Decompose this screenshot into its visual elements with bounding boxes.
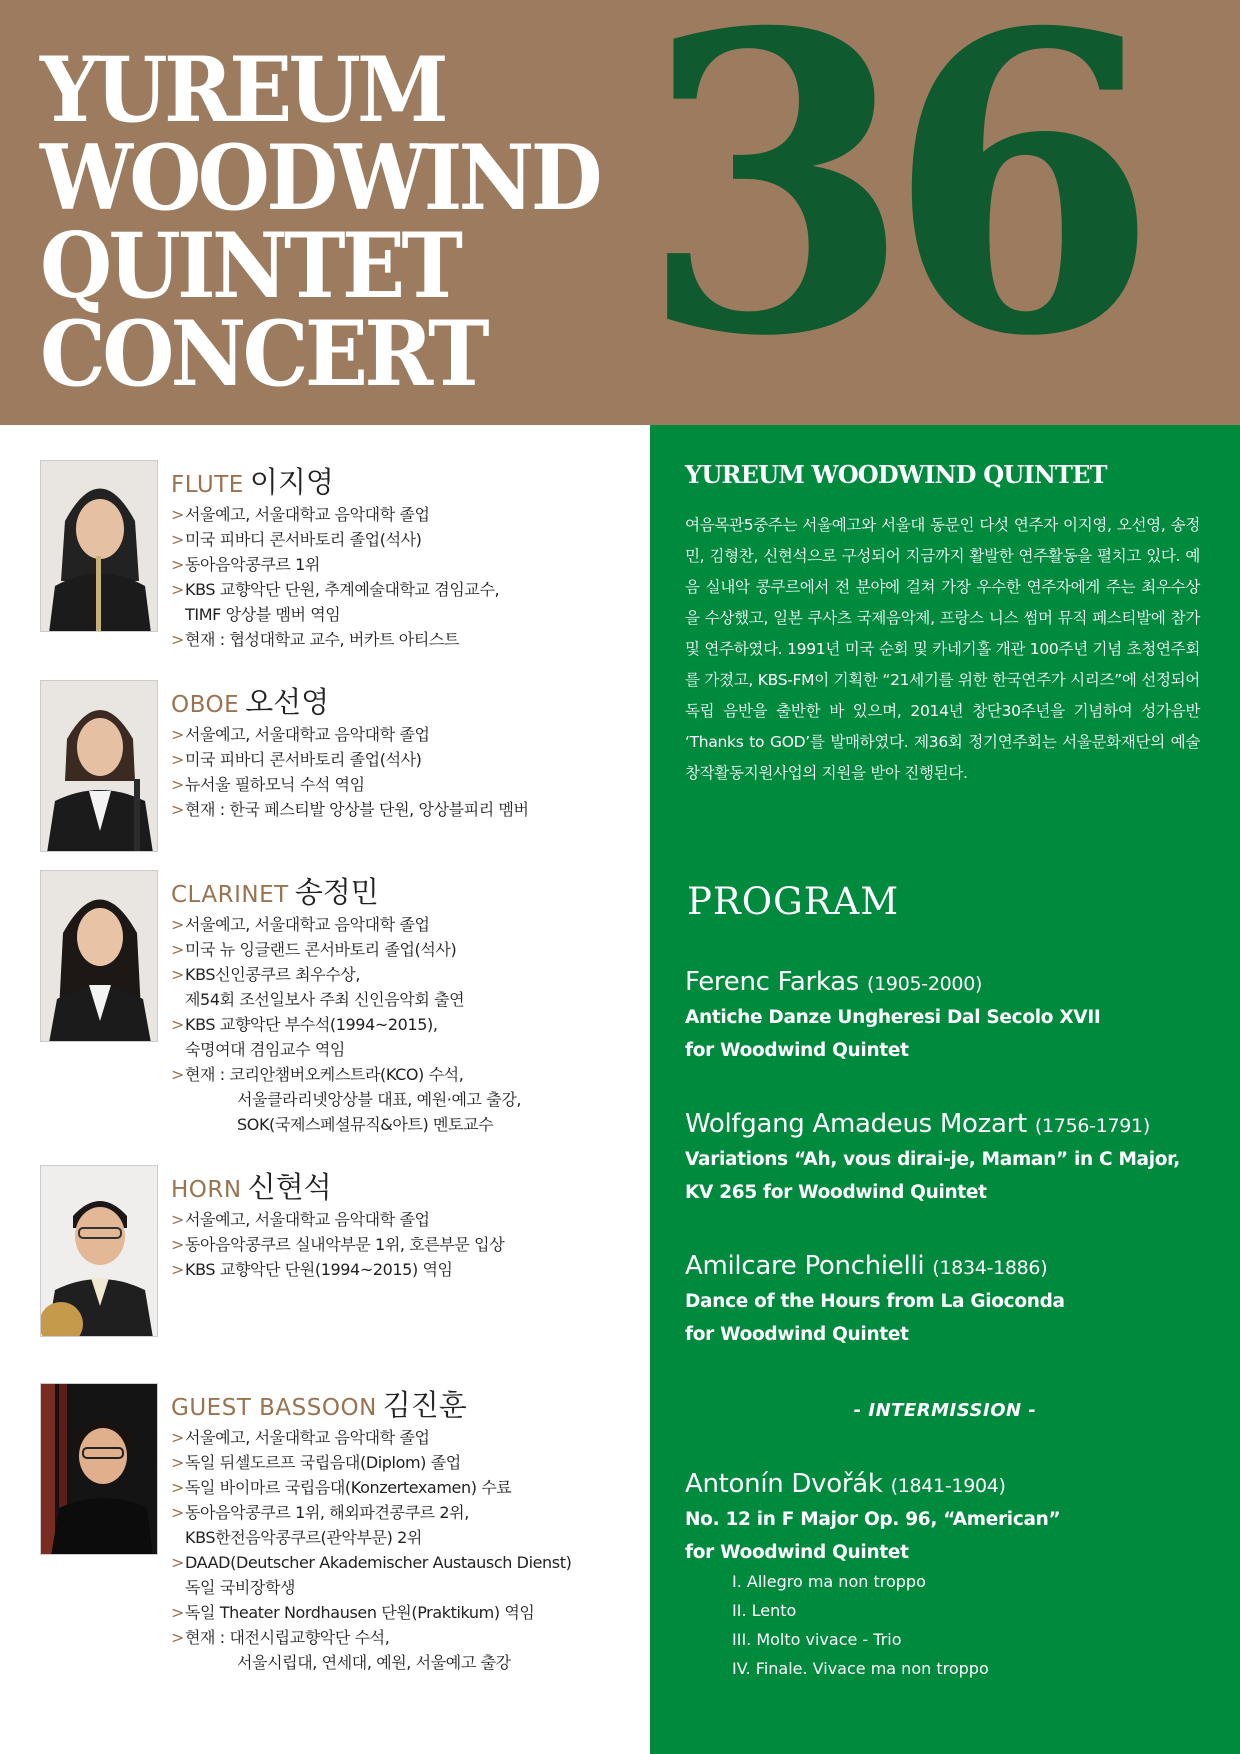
work-title-line: for Woodwind Quintet — [685, 1542, 909, 1563]
member-role: CLARINET — [171, 882, 289, 908]
work-title-line: for Woodwind Quintet — [685, 1324, 909, 1345]
member-name: 김진훈 — [382, 1388, 467, 1422]
quintet-description: 여음목관5중주는 서울예고와 서울대 동문인 다섯 연주자 이지영, 오선영, 송정민, 김형찬, 신현석으로 구성되어 지금까지 활발한 연주활동을 펼치고 있다. 예음 실내악 콩쿠르에서 전 분야에 걸쳐 가장 우수한 연주자에게 주는 최우수상을 수상했고, 일본 쿠사츠 국제음악제, 프랑스 니스 썸머 뮤직 페스티발에 참가 및 연주하였다. 1991년 미국 순회 및 카네기홀 개관 100주년 기념 초청연주회를 가졌고, KBS-FM이 기획한 “21세기를 위한 한국연주가 시리즈”에 선정되어 독립 음반을 출반한 바 있으며, 2014년 창단30주년을 기념하여 성가음반 ‘Thanks to GOD’를 발매하였다. 제36회 정기연주회는 서울문화재단의 예술창작활동지원사업의 지원을 받아 진행된다. — [685, 516, 1200, 782]
composer-years: (1834-1886) — [932, 1257, 1048, 1279]
credit-item: > 서울예고, 서울대학교 음악대학 졸업 — [171, 502, 641, 527]
work-title-line: for Woodwind Quintet — [685, 1040, 909, 1061]
credit-item: > 동아음악콩쿠르 1위, 해외파견콩쿠르 2위, KBS한전음악콩쿠르(관악부문) 2위 — [171, 1500, 641, 1550]
movement-list — [732, 1567, 989, 1683]
concert-title-line-3: QUINTET — [40, 213, 460, 319]
credit-item: > 독일 Theater Nordhausen 단원(Praktikum) 역임 — [171, 1600, 641, 1625]
member-role: HORN — [171, 1177, 242, 1203]
credit-item: > KBS 교향악단 부수석(1994~2015), 숙명여대 겸임교수 역임 — [171, 1012, 641, 1062]
member-name: 송정민 — [294, 875, 379, 909]
credit-item: > KBS 교향악단 단원(1994~2015) 역임 — [171, 1257, 641, 1282]
work-title-line: Antiche Danze Ungheresi Dal Secolo XVII — [685, 1007, 1101, 1028]
program-piece — [685, 1249, 1215, 1351]
member-name: 이지영 — [249, 465, 334, 499]
composer-name: Wolfgang Amadeus Mozart — [685, 1109, 1027, 1139]
composer-name: Antonín Dvořák — [685, 1469, 883, 1499]
concert-number: 36 — [640, 0, 1135, 425]
program-piece — [685, 965, 1215, 1067]
credit-list — [171, 722, 641, 822]
member-photo-clarinet — [40, 870, 158, 1042]
intermission-label: - INTERMISSION - — [853, 1400, 1037, 1421]
work-title-line: Dance of the Hours from La Gioconda — [685, 1291, 1065, 1312]
work-title-line: Variations “Ah, vous dirai-je, Maman” in C Major, — [685, 1149, 1181, 1170]
concert-title-line-2: WOODWIND — [40, 125, 599, 231]
composer-name: Ferenc Farkas — [685, 967, 860, 997]
credit-item: > 독일 뒤셀도르프 국립음대(Diplom) 졸업 — [171, 1450, 641, 1475]
credit-item: > KBS신인콩쿠르 최우수상, 제54회 조선일보사 주최 신인음악회 출연 — [171, 962, 641, 1012]
credit-item: > 현재 : 대전시립교향악단 수석, 서울시립대, 연세대, 예원, 서울예고 출강 — [171, 1625, 641, 1675]
movement-item: IV. Finale. Vivace ma non troppo — [732, 1659, 989, 1678]
credit-item: > 동아음악콩쿠르 실내악부문 1위, 호른부문 입상 — [171, 1232, 641, 1257]
member-photo-oboe — [40, 680, 158, 852]
credit-item: > 서울예고, 서울대학교 음악대학 졸업 — [171, 1425, 641, 1450]
program-title: PROGRAM — [687, 880, 900, 923]
movement-item: I. Allegro ma non troppo — [732, 1572, 926, 1591]
work-title-line: No. 12 in F Major Op. 96, “American” — [685, 1509, 1061, 1530]
credit-item: > 미국 피바디 콘서바토리 졸업(석사) — [171, 527, 641, 552]
credit-list — [171, 502, 641, 652]
credit-item: > 뉴서울 필하모닉 수석 역임 — [171, 772, 641, 797]
member-role: OBOE — [171, 692, 240, 718]
member-name: 오선영 — [245, 685, 330, 719]
credit-item: > DAAD(Deutscher Akademischer Austausch Dienst) 독일 국비장학생 — [171, 1550, 641, 1600]
credit-item: > 미국 뉴 잉글랜드 콘서바토리 졸업(석사) — [171, 937, 641, 962]
member-photo-bassoon — [40, 1383, 158, 1555]
credit-item: > 동아음악콩쿠르 1위 — [171, 552, 641, 577]
work-title-line: KV 265 for Woodwind Quintet — [685, 1182, 987, 1203]
members-column — [0, 425, 650, 1754]
composer-name: Amilcare Ponchielli — [685, 1251, 925, 1281]
credit-item: > 독일 바이마르 국립음대(Konzertexamen) 수료 — [171, 1475, 641, 1500]
concert-title-line-4: CONCERT — [40, 301, 486, 407]
credit-item: > 서울예고, 서울대학교 음악대학 졸업 — [171, 912, 641, 937]
credit-item: > 서울예고, 서울대학교 음악대학 졸업 — [171, 722, 641, 747]
credit-item: > 서울예고, 서울대학교 음악대학 졸업 — [171, 1207, 641, 1232]
member-name: 신현석 — [247, 1170, 332, 1204]
movement-item: III. Molto vivace - Trio — [732, 1630, 902, 1649]
concert-title-line-1: YUREUM — [40, 37, 446, 143]
member-photo-flute — [40, 460, 158, 632]
program-column — [650, 425, 1240, 1754]
credit-item: > KBS 교향악단 단원, 추계예술대학교 겸임교수, TIMF 앙상블 멤버 역임 — [171, 577, 641, 627]
header-banner — [0, 0, 1240, 425]
credit-item: > 현재 : 협성대학교 교수, 버카트 아티스트 — [171, 627, 641, 652]
member-role: FLUTE — [171, 472, 244, 498]
member-role: GUEST BASSOON — [171, 1395, 377, 1421]
program-piece — [685, 1107, 1215, 1209]
credit-list — [171, 912, 641, 1137]
credit-list — [171, 1425, 641, 1675]
credit-item: > 현재 : 코리안챔버오케스트라(KCO) 수석, 서울클라리넷앙상블 대표, 예원·예고 출강, SOK(국제스페셜뮤직&아트) 멘토교수 — [171, 1062, 641, 1137]
movement-item: II. Lento — [732, 1601, 797, 1620]
composer-years: (1756-1791) — [1034, 1115, 1150, 1137]
program-piece — [685, 1467, 1215, 1569]
credit-item: > 현재 : 한국 페스티발 앙상블 단원, 앙상블피리 멤버 — [171, 797, 641, 822]
credit-list — [171, 1207, 641, 1282]
composer-years: (1905-2000) — [867, 973, 983, 995]
member-photo-horn — [40, 1165, 158, 1337]
quintet-title: YUREUM WOODWIND QUINTET — [685, 460, 1107, 489]
composer-years: (1841-1904) — [890, 1475, 1006, 1497]
credit-item: > 미국 피바디 콘서바토리 졸업(석사) — [171, 747, 641, 772]
